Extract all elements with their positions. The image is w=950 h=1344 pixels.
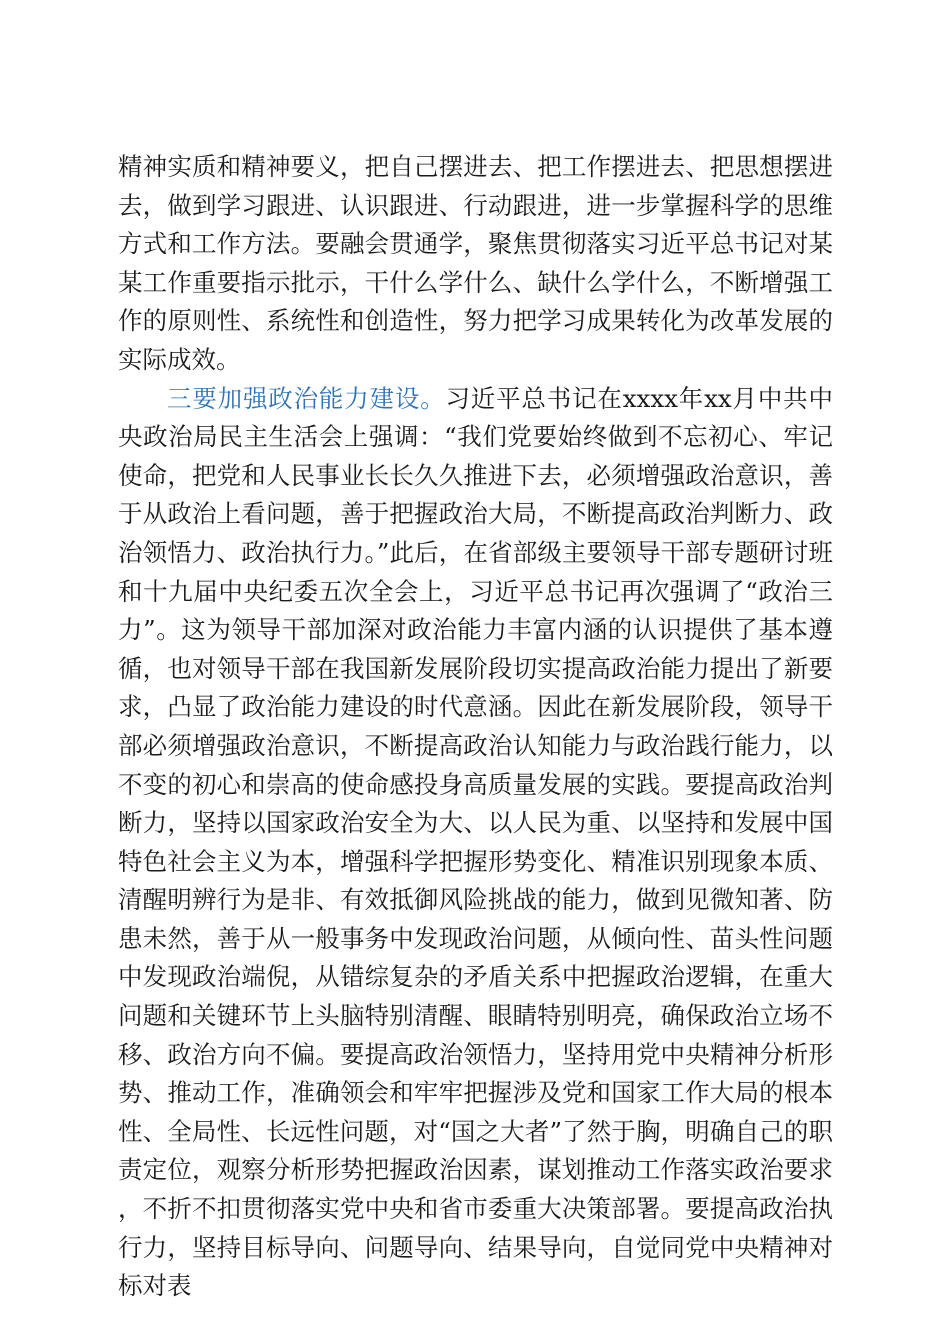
document-body (118, 148, 833, 1306)
paragraph-text: 精神实质和精神要义，把自己摆进去、把工作摆进去、把思想摆进去，做到学习跟进、认识跟进、行动跟进，进一步掌握科学的思维方式和工作方法。要融会贯通学，聚焦贯彻落实习近平总书记对某某工作重要指示批示，干什么学什么、缺什么学什么，不断增强工作的原则性、系统性和创造性，努力把学习成果转化为改革发展的实际成效。 (118, 152, 833, 374)
section-heading: 三要加强政治能力建设。 (167, 383, 446, 413)
paragraph-text: 习近平总书记在xxxx年xx月中共中央政治局民主生活会上强调：“我们党要始终做到不忘初心、牢记使命，把党和人民事业长长久久推进下去，必须增强政治意识，善于从政治上看问题，善于把握政治大局，不断提高政治判断力、政治领悟力、政治执行力。”此后，在省部级主要领导干部专题研讨班和十九届中央纪委五次全会上，习近平总书记再次强调了“政治三力”。这为领导干部加深对政治能力丰富内涵的认识提供了基本遵循，也对领导干部在我国新发展阶段切实提高政治能力提出了新要求，凸显了政治能力建设的时代意涵。因此在新发展阶段，领导干部必须增强政治意识，不断提高政治认知能力与政治践行能力，以不变的初心和崇高的使命感投身高质量发展的实践。要提高政治判断力，坚持以国家政治安全为大、以人民为重、以坚持和发展中国特色社会主义为本，增强科学把握形势变化、精准识别现象本质、清醒明辨行为是非、有效抵御风险挑战的能力，做到见微知著、防患未然，善于从一般事务中发现政治问题，从倾向性、苗头性问题中发现政治端倪，从错综复杂的矛盾关系中把握政治逻辑，在重大问题和关键环节上头脑特别清醒、眼睛特别明亮，确保政治立场不移、政治方向不偏。要提高政治领悟力，坚持用党中央精神分析形势、推动工作，准确领会和牢牢把握涉及党和国家工作大局的根本性、全局性、长远性问题，对“国之大者”了然于胸，明确自己的职责定位，观察分析形势把握政治因素，谋划推动工作落实政治要求，不折不扣贯彻落实党中央和省市委重大决策部署。要提高政治执行力，坚持目标导向、问题导向、结果导向，自觉同党中央精神对标对表 (118, 383, 833, 1301)
paragraph-continuation (118, 148, 833, 380)
paragraph-section-three (118, 380, 833, 1306)
